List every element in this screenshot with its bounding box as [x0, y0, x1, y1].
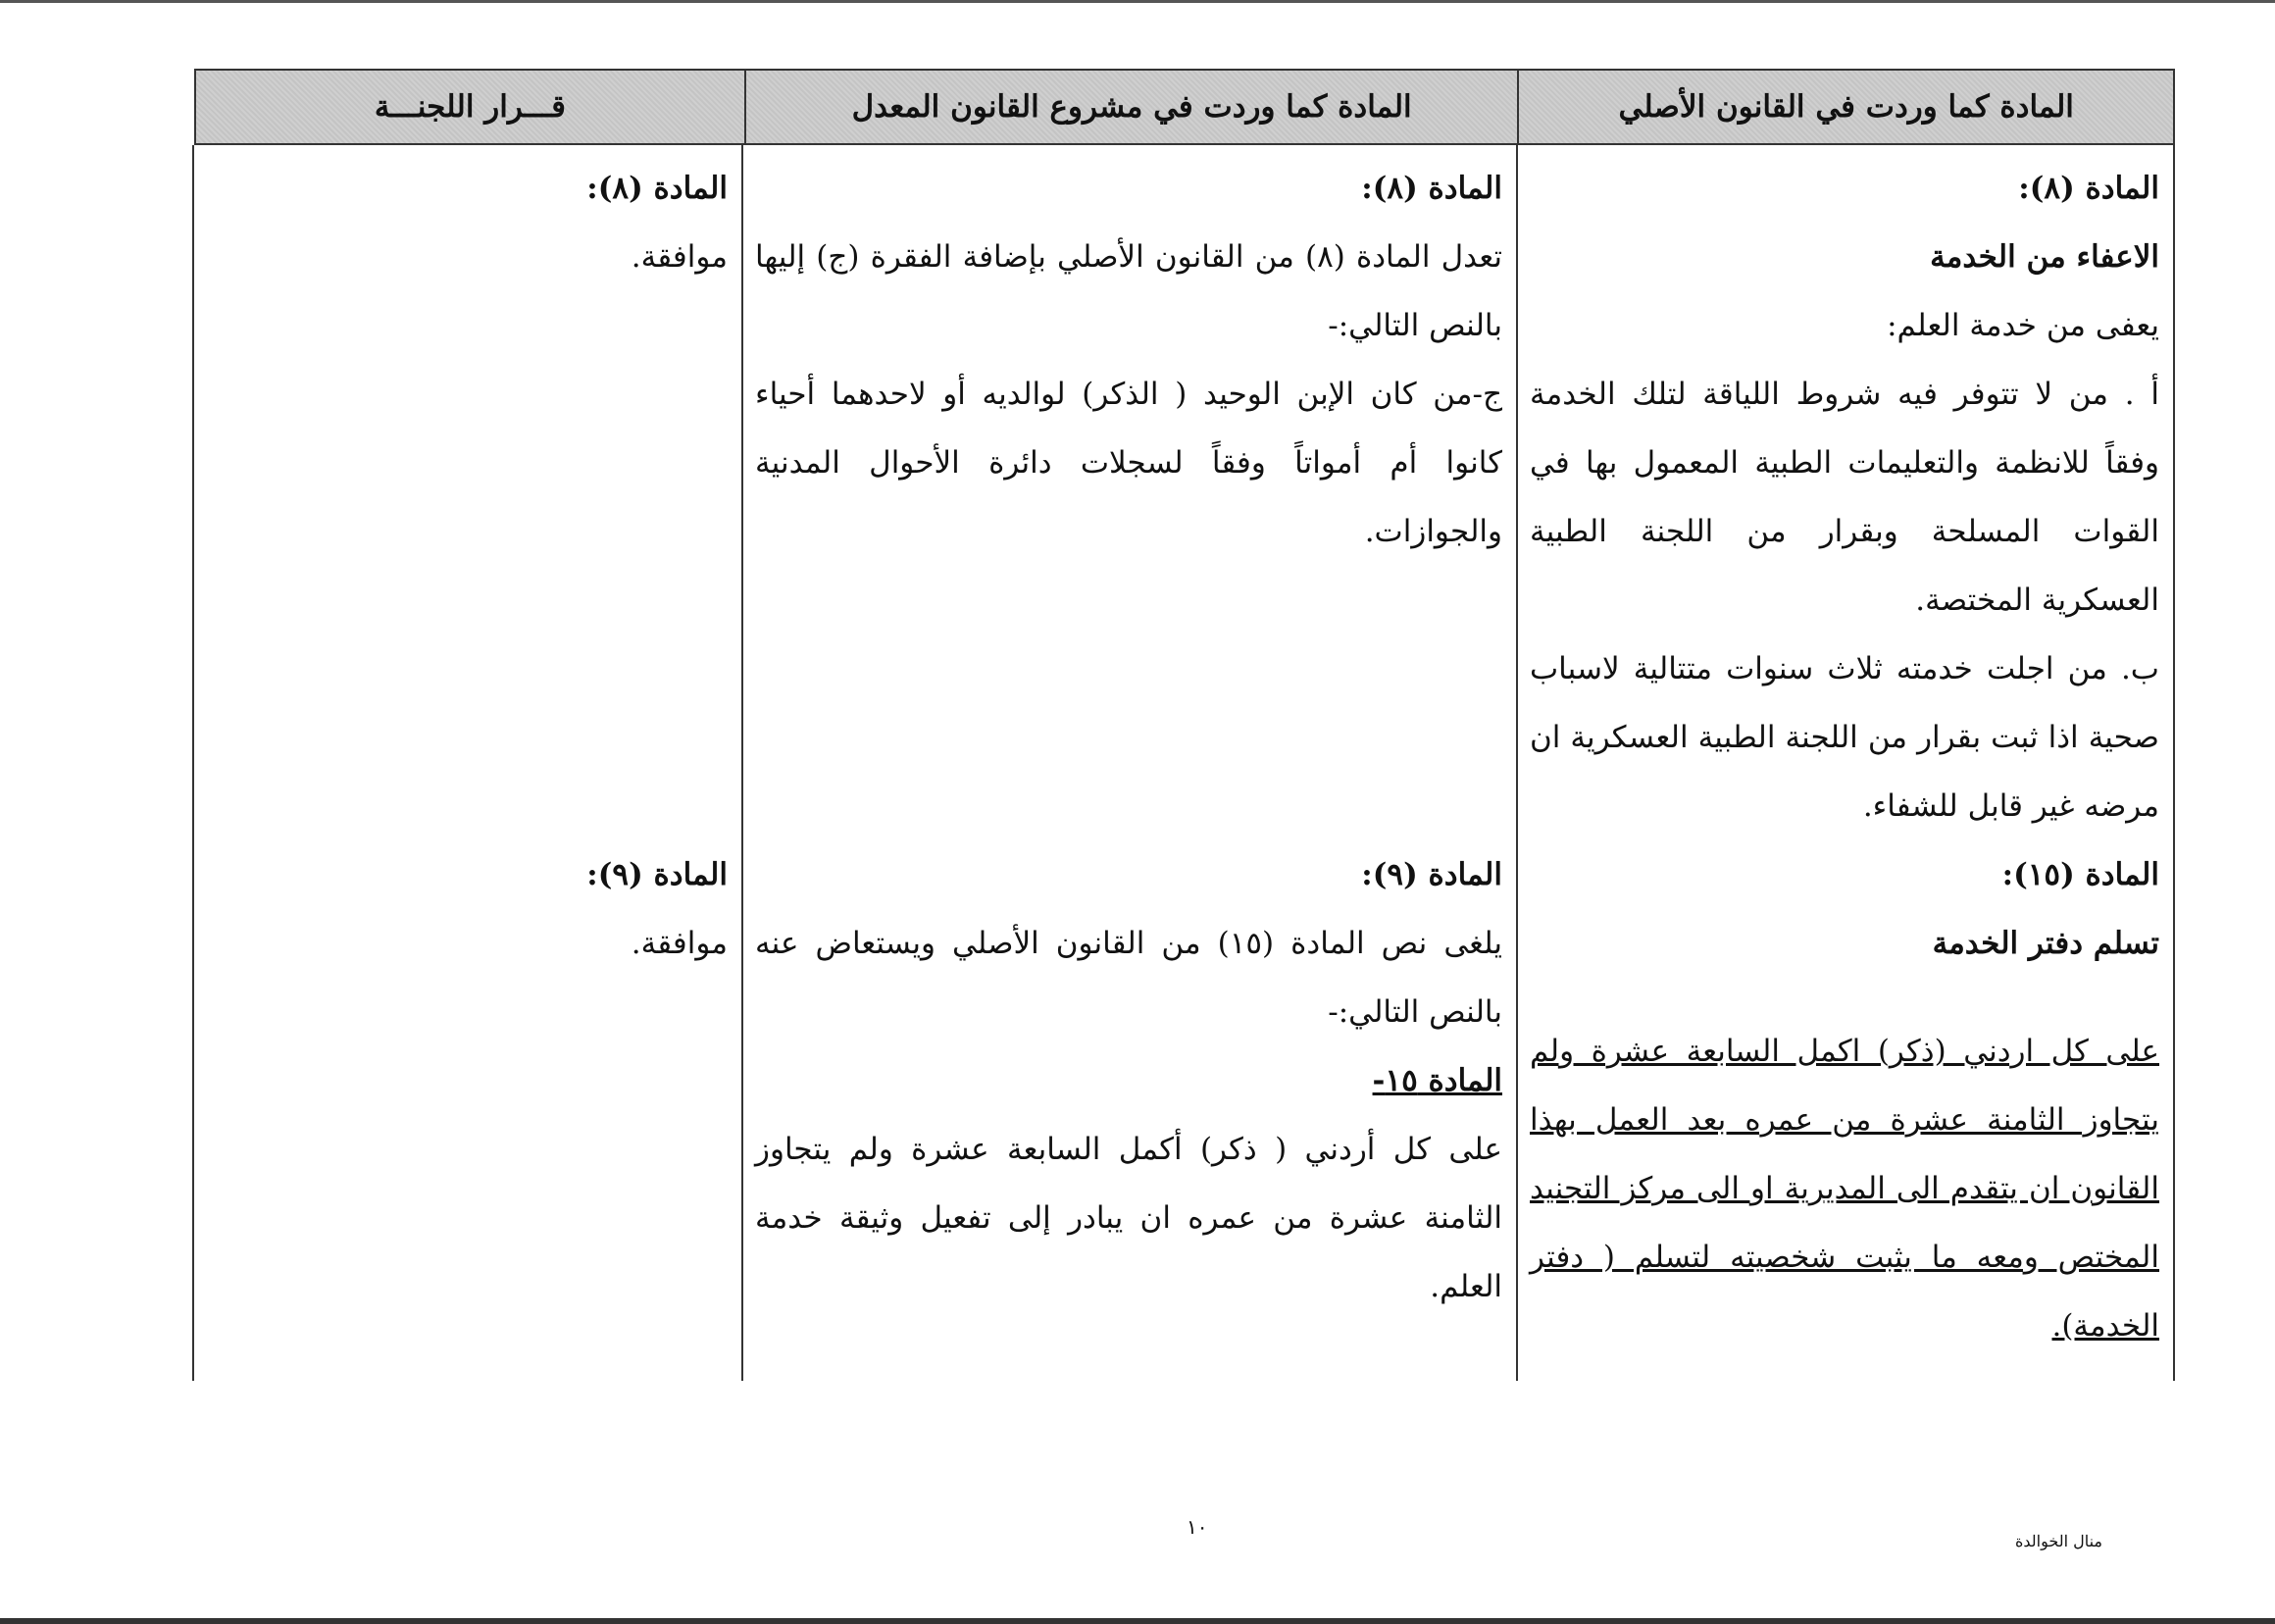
bottom-edge: [0, 1618, 2275, 1624]
row1-decision-text: موافقة.: [631, 239, 728, 275]
row1-original-intro: يعفى من خدمة العلم:: [1887, 308, 2159, 343]
row2-original-spacer: [1530, 978, 2159, 1017]
column-divider-2: [741, 145, 743, 1381]
row2-original-title: المادة (١٥):: [2001, 857, 2159, 892]
row2-original-subtitle: تسلم دفتر الخدمة: [1932, 926, 2159, 961]
row2-original-text: على كل اردني (ذكر) اكمل السابعة عشرة ولم يتجاوز الثامنة عشرة من عمره بعد العمل بهذا القانون ان يتقدم الى المديرية او الى مركز التجنيد المختص ومعه ما يثبت شخصيته لتسلم ( دفتر الخدمة).: [1530, 1034, 2159, 1344]
signature: منال الخوالدة: [2015, 1532, 2102, 1550]
row2-amended-subtitle: المادة ١٥-: [1372, 1063, 1502, 1098]
row2-amended-cell: [755, 840, 1502, 1321]
page-number: ١٠: [1187, 1515, 1208, 1539]
table-border-right: [2173, 145, 2175, 1381]
header-original-law: المادة كما وردت في القانون الأصلي: [1517, 71, 2173, 143]
row1-decision-cell: [206, 154, 728, 291]
row1-original-title: المادة (٨):: [2018, 171, 2159, 206]
row1-amended-text1: تعدل المادة (٨) من القانون الأصلي بإضافة الفقرة (ج) إليها بالنص التالي:-: [755, 239, 1503, 343]
row1-amended-title: المادة (٨):: [1361, 171, 1502, 206]
row2-decision-text: موافقة.: [631, 926, 728, 961]
row1-amended-text2: ج-من كان الإبن الوحيد ( الذكر) لوالديه أو لاحدهما أحياء كانوا أم أمواتاً وفقاً لسجلات دائرة الأحوال المدنية والجوازات.: [755, 377, 1502, 549]
row2-decision-cell: [206, 840, 728, 978]
row2-amended-text2: على كل أردني ( ذكر) أكمل السابعة عشرة ولم يتجاوز الثامنة عشرة من عمره ان يبادر إلى تفعيل وثيقة خدمة العلم.: [755, 1132, 1502, 1304]
row1-amended-cell: [755, 154, 1502, 566]
header-amended-draft: المادة كما وردت في مشروع القانون المعدل: [744, 71, 1517, 143]
row1-original-para-a: أ . من لا تتوفر فيه شروط اللياقة لتلك الخدمة وفقاً للانظمة والتعليمات الطبية المعمول بها في القوات المسلحة وبقرار من اللجنة الطبية العسكرية المختصة.: [1530, 377, 2159, 618]
row1-original-para-b: ب. من اجلت خدمته ثلاث سنوات متتالية لاسباب صحية اذا ثبت بقرار من اللجنة الطبية العسكرية ان مرضه غير قابل للشفاء.: [1530, 651, 2159, 824]
table-border-left: [192, 145, 194, 1381]
row1-original-cell: [1530, 154, 2159, 840]
header-committee-decision: قـــرار اللجنـــة: [374, 89, 566, 125]
row2-decision-title: المادة (٩):: [586, 857, 728, 892]
column-divider-1: [1516, 145, 1518, 1381]
row2-original-cell: [1530, 840, 2159, 1360]
table-header: [194, 69, 2175, 145]
row1-original-subtitle: الاعفاء من الخدمة: [1930, 239, 2159, 275]
row1-decision-title: المادة (٨):: [586, 171, 728, 206]
row2-amended-title: المادة (٩):: [1361, 857, 1502, 892]
top-edge: [0, 0, 2275, 3]
row2-amended-text1: يلغى نص المادة (١٥) من القانون الأصلي ويستعاض عنه بالنص التالي:-: [755, 926, 1502, 1030]
